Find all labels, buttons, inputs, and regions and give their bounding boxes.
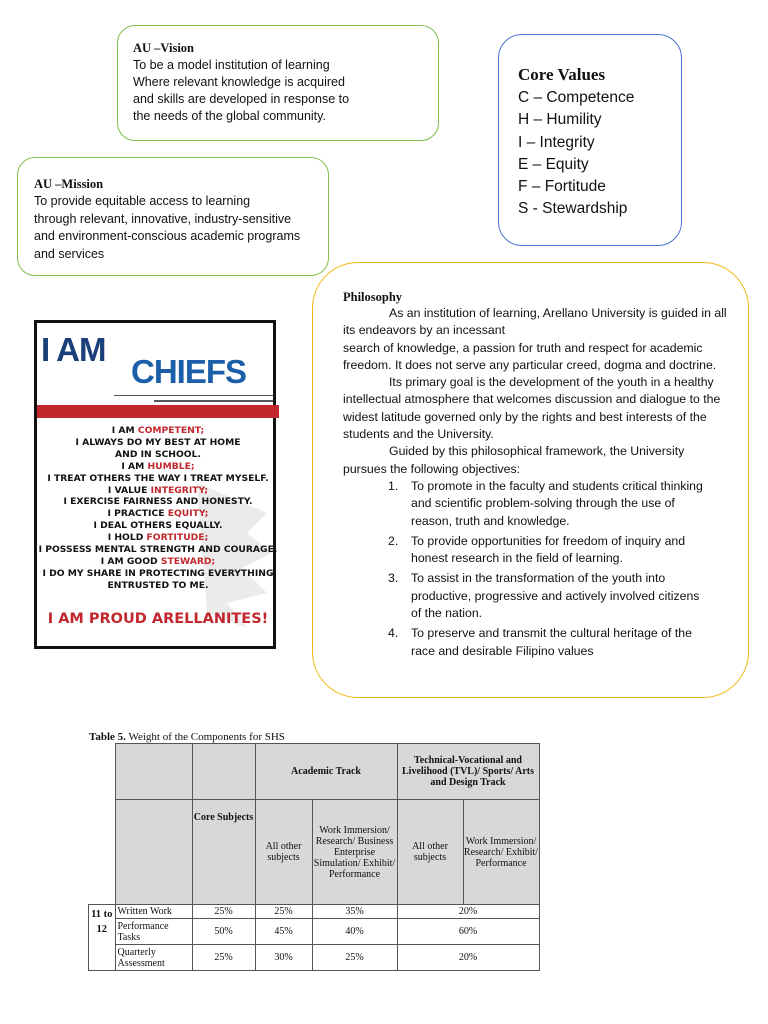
poster-creed-text: I AM GOOD — [100, 555, 161, 567]
poster-creed-line — [37, 556, 279, 568]
objective-text: To assist in the transformation of the youth into productive, progressive and actively involved citizens of the nation. — [411, 571, 700, 621]
core-values-heading: Core Values — [518, 65, 606, 84]
poster-creed-value: EQUITY; — [167, 508, 209, 520]
poster-creed-text: I EXERCISE FAIRNESS AND HONESTY. — [63, 496, 253, 508]
objective-number: 4. — [388, 626, 399, 641]
poster-stripes — [34, 395, 278, 405]
core-value-cell: 25% — [192, 945, 255, 971]
poster-footer: I AM PROUD ARELLANITES! — [47, 611, 269, 627]
poster-creed-value: STEWARD; — [160, 555, 216, 567]
poster-creed-text: I ALWAYS DO MY BEST AT HOME — [75, 436, 241, 448]
mission-heading: AU –Mission — [34, 177, 104, 191]
academic-work-cell: 40% — [312, 919, 397, 945]
poster-creed-text: I AM — [121, 460, 148, 472]
header-academic-track: Academic Track — [255, 744, 397, 800]
poster-creed-line — [37, 580, 279, 592]
components-weight-table — [88, 743, 540, 971]
table-empty-cell — [192, 744, 255, 800]
poster-creed-line — [37, 425, 279, 437]
poster-creed-text: I PRACTICE — [107, 508, 168, 520]
core-value-cell: 25% — [192, 905, 255, 919]
poster-creed-value: HUMBLE; — [147, 460, 195, 472]
vision-box — [117, 25, 439, 141]
table-row — [89, 905, 540, 919]
header-core-subjects: Core Subjects — [192, 800, 255, 905]
mission-line: through relevant, innovative, industry-sensitive — [34, 211, 292, 226]
core-values-box — [498, 34, 682, 246]
poster-creed-line — [37, 437, 279, 449]
academic-other-cell: 25% — [255, 905, 312, 919]
objectives-list — [343, 478, 748, 660]
poster-creed-text: I DO MY SHARE IN PROTECTING EVERYTHING — [42, 567, 274, 579]
mission-line: and environment-conscious academic programs — [34, 229, 301, 243]
poster-creed-line — [37, 508, 279, 520]
poster-creed-text: ENTRUSTED TO ME. — [107, 579, 209, 591]
poster-creed-line — [37, 568, 279, 580]
header-tvl-track: Technical-Vocational and Livelihood (TVL)/ Sports/ Arts and Design Track — [397, 744, 539, 800]
vision-line: the needs of the global community. — [133, 109, 326, 123]
component-label: Written Work — [115, 905, 192, 919]
poster-creed-text: I VALUE — [107, 484, 151, 496]
vision-line: Where relevant knowledge is acquired — [133, 75, 345, 89]
core-value-item: E – Equity — [518, 155, 589, 173]
component-label: Quarterly Assessment — [115, 945, 192, 971]
philosophy-heading: Philosophy — [343, 290, 403, 304]
poster-creed-line — [37, 544, 279, 556]
academic-work-cell: 35% — [312, 905, 397, 919]
poster-creed-lines — [37, 425, 279, 592]
objective-item — [343, 570, 711, 622]
objective-text: To preserve and transmit the cultural heritage of the race and desirable Filipino values — [411, 626, 692, 658]
poster-creed-value: INTEGRITY; — [150, 484, 209, 496]
header-work-immersion-tvl: Work Immersion/ Research/ Exhibit/ Performance — [463, 800, 539, 905]
table-row — [89, 945, 540, 971]
poster-creed-value: COMPETENT; — [137, 425, 205, 436]
mission-box — [17, 157, 329, 276]
component-label: Performance Tasks — [115, 919, 192, 945]
academic-other-cell: 30% — [255, 945, 312, 971]
poster-creed-line — [37, 532, 279, 544]
table-caption — [89, 731, 285, 743]
table-empty-cell — [89, 800, 116, 905]
philosophy-paragraph: Its primary goal is the development of the youth in a healthy intellectual atmosphere that welcomes discussion and dialogue to the widest latitude governed only by the rights and best interests of the students and the University. — [343, 375, 721, 442]
vision-heading: AU –Vision — [133, 41, 195, 55]
poster-creed-line — [37, 461, 279, 473]
objective-text: To promote in the faculty and students critical thinking and scientific problem-solving through the use of reason, truth and knowledge. — [411, 478, 703, 528]
core-value-item: F – Fortitude — [518, 178, 606, 196]
grade-level-cell: 11 to 12 — [89, 905, 116, 971]
poster-title-chiefs: CHIEFS — [131, 353, 247, 390]
table-empty-cell — [89, 744, 116, 800]
poster-red-bar — [37, 405, 279, 418]
header-all-other-academic: All other subjects — [255, 800, 312, 905]
core-value-item: C – Competence — [518, 89, 635, 106]
core-value-item: I – Integrity — [518, 133, 595, 151]
tvl-cell: 20% — [397, 905, 539, 919]
poster-creed-line — [37, 473, 279, 485]
tvl-cell: 20% — [397, 945, 539, 971]
objective-item — [343, 533, 711, 568]
poster-creed-text: AND IN SCHOOL. — [115, 448, 201, 460]
mission-line: and services — [34, 246, 105, 261]
poster-creed-text: I DEAL OTHERS EQUALLY. — [93, 520, 223, 532]
objective-item — [343, 478, 711, 530]
poster-creed-text: I AM — [111, 425, 138, 436]
poster-creed-line — [37, 520, 279, 532]
core-value-cell: 50% — [192, 919, 255, 945]
mission-line: To provide equitable access to learning — [34, 194, 251, 208]
poster-creed-text: I HOLD — [107, 532, 147, 544]
poster-creed-line — [37, 449, 279, 461]
vision-line: and skills are developed in response to — [133, 92, 350, 106]
poster-creed-line — [37, 496, 279, 508]
table-empty-cell — [115, 744, 192, 800]
philosophy-box — [312, 262, 749, 698]
academic-work-cell: 25% — [312, 945, 397, 971]
core-value-item: S - Stewardship — [518, 200, 628, 218]
i-am-chiefs-poster — [34, 320, 276, 649]
objective-number: 3. — [388, 571, 399, 586]
poster-title-i-am: I AM — [41, 331, 106, 368]
table-caption-label: Table 5. — [89, 731, 126, 743]
vision-line: To be a model institution of learning — [133, 58, 330, 72]
poster-creed-value: FORTITUDE; — [146, 532, 209, 544]
table-caption-text: Weight of the Components for SHS — [125, 731, 285, 743]
poster-creed-text: I POSSESS MENTAL STRENGTH AND COURAGE. — [38, 544, 278, 556]
philosophy-paragraph: search of knowledge, a passion for truth and respect for academic freedom. It does not serve any particular creed, dogma and doctrine. — [343, 340, 717, 372]
core-value-item: H – Humility — [518, 111, 602, 129]
table-empty-cell — [115, 800, 192, 905]
header-all-other-tvl: All other subjects — [397, 800, 463, 905]
objective-text: To provide opportunities for freedom of inquiry and honest research in the field of learning. — [411, 533, 686, 566]
objective-number: 2. — [388, 533, 399, 548]
poster-creed-line — [37, 485, 279, 497]
objective-item — [343, 625, 711, 660]
philosophy-paragraph: Guided by this philosophical framework, the University pursues the following objectives: — [343, 444, 685, 476]
poster-creed-text: I TREAT OTHERS THE WAY I TREAT MYSELF. — [47, 472, 269, 484]
objective-number: 1. — [388, 478, 399, 493]
table-row — [89, 919, 540, 945]
philosophy-paragraph: As an institution of learning, Arellano University is guided in all its endeavors by an incessant — [343, 306, 727, 338]
academic-other-cell: 45% — [255, 919, 312, 945]
header-work-immersion-academic: Work Immersion/ Research/ Business Enterprise Simulation/ Exhibit/ Performance — [312, 800, 397, 905]
tvl-cell: 60% — [397, 919, 539, 945]
